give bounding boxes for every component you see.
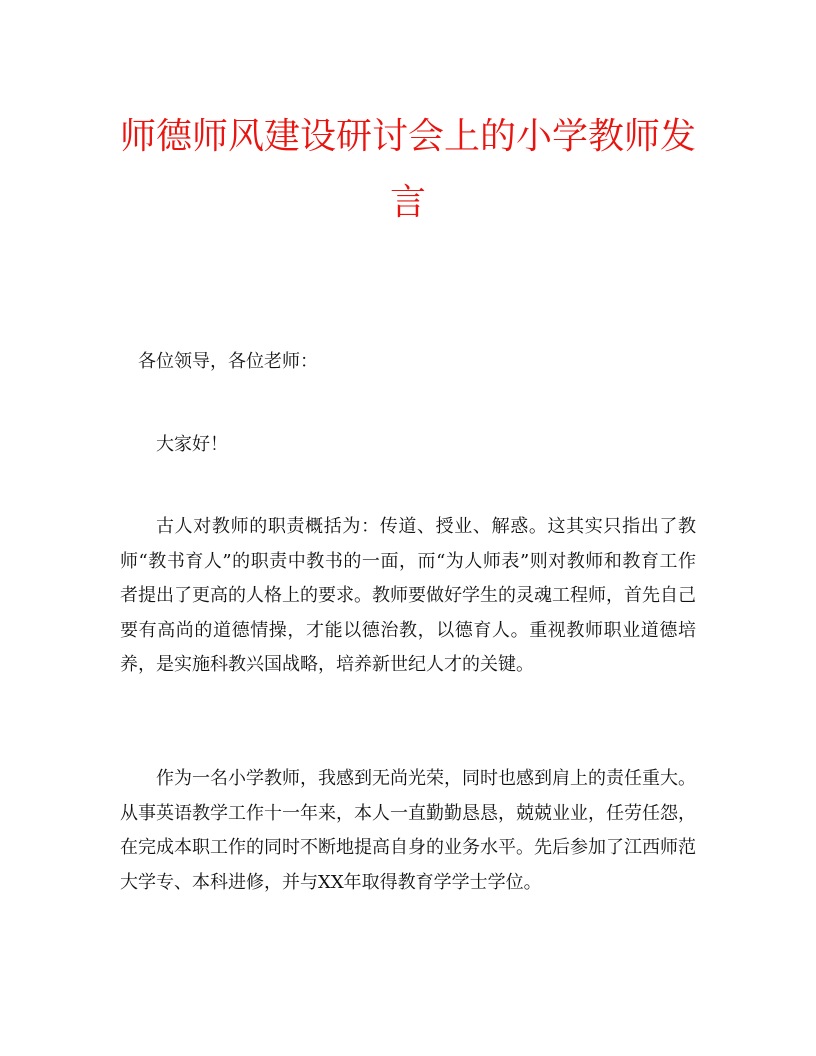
body-paragraph-2: 作为一名小学教师，我感到无尚光荣，同时也感到肩上的责任重大。从事英语教学工作十一年来，本人一直勤勤恳恳，兢兢业业，任劳任怨，在完成本职工作的同时不断地提高自身的业务水平。先后参加了江西师范大学专、本科进修，并与XX年取得教育学学士学位。 bbox=[120, 768, 696, 893]
page-title: 师德师风建设研讨会上的小学教师发言 bbox=[120, 116, 697, 223]
salutation: 各位领导，各位老师： bbox=[138, 351, 318, 372]
body-paragraph-1: 古人对教师的职责概括为：传道、授业、解惑。这其实只指出了教师“教书育人”的职责中教书的一面，而“为人师表”则对教师和教育工作者提出了更高的人格上的要求。教师要做好学生的灵魂工程师，首先自己要有高尚的道德情操，才能以德治教，以德育人。重视教师职业道德培养，是实施科教兴国战略，培养新世纪人才的关键。 bbox=[120, 516, 696, 675]
greeting-paragraph: 大家好！ bbox=[156, 434, 228, 455]
